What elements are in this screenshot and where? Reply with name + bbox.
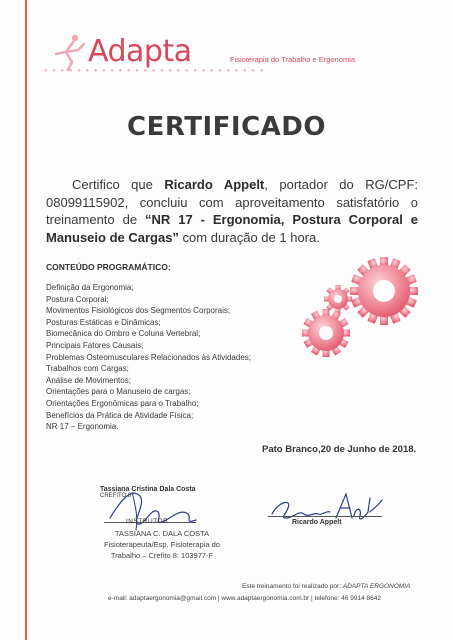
footer-note-prefix: Este treinamento foi realizado por:	[242, 583, 343, 590]
figure-icon	[42, 32, 88, 72]
participant-name: Ricardo Appelt	[164, 177, 265, 192]
small-gear-icon	[324, 285, 352, 313]
statement-part-2: , portador do RG/CPF: 08099115902, concluiu com aproveitamento satisfatório o treinamento de	[46, 177, 418, 227]
footer-contact: e-mail: adaptaergonomia@gmail.com | www.adaptaergonomia.com.br | telefone: 46 9914 8642	[108, 595, 382, 602]
instructor-role: INSTRUTOR	[126, 518, 169, 525]
list-item: Trabalhos com Cargas;	[46, 364, 129, 374]
list-item: Problemas Osteomusculares Relacionados às Atividades;	[46, 352, 251, 362]
list-item: Análise de Movimentos;	[46, 375, 131, 385]
program-list	[46, 282, 296, 433]
instructor-title: Fisioterapeuta/Esp. Fisioterapia do Trabalho – Crefito 8: 103977-F	[104, 540, 220, 560]
list-item: Biomecânica do Ombro e Coluna Vertebral;	[46, 329, 201, 339]
list-item: Movimentos Fisiológicos dos Segmentos Corporais;	[46, 306, 231, 316]
stamp-registration: CREFITO 8	[100, 493, 132, 499]
stamp-name: Tassiana Cristina Dala Costa	[100, 486, 196, 493]
list-item: Definição da Ergonomia;	[46, 283, 134, 292]
footer-note	[242, 583, 410, 590]
instructor-name: TASSIANA C. DALA COSTA	[114, 529, 210, 538]
participant-signature-name: Ricardo Appelt	[292, 519, 342, 526]
list-item: Orientações para o Manuseio de cargas;	[46, 387, 191, 397]
medium-gear-icon	[302, 309, 350, 357]
large-gear-icon	[350, 257, 418, 325]
place-and-date: Pato Branco,20 de Junho de 2018.	[262, 444, 417, 455]
statement-part-3: com duração de 1 hora.	[178, 229, 320, 245]
instructor-details	[92, 528, 232, 561]
program-heading: CONTEÚDO PROGRAMÁTICO:	[46, 262, 171, 272]
brand-name: Adapta	[88, 34, 192, 69]
list-item: Posturas Estáticas e Dinâmicas;	[46, 317, 161, 327]
list-item: Benefícios da Prática de Atividade Física;	[46, 410, 194, 420]
statement-part-1: Certifico que	[72, 177, 165, 192]
participant-signature-line	[268, 516, 382, 517]
gears-illustration	[292, 255, 422, 365]
list-item: Orientações Ergonômicas para o Trabalho;	[46, 398, 199, 408]
document-title: CERTIFICADO	[127, 112, 326, 142]
logo-dot-ornament: ● ● ● ● ● ● ● ● ● ● ● ● ● ● ● ● ● ● ● ● ● ● ● ● ● ● ●	[44, 68, 265, 74]
instructor-stamp	[100, 486, 210, 500]
left-accent-bar	[25, 0, 27, 640]
brand-logo	[42, 32, 382, 77]
list-item: Postura Corporal;	[46, 294, 109, 304]
course-name: “NR 17 - Ergonomia, Postura Corporal e Manuseio de Cargas”	[46, 212, 419, 245]
footer-company: ADAPTA ERGONOMIA	[342, 583, 411, 590]
brand-tagline: Fisioterapia do Trabalho e Ergonomia	[230, 55, 356, 64]
list-item: Principais Fatores Causais;	[46, 340, 144, 350]
list-item: NR 17 – Ergonomia.	[46, 422, 119, 432]
certificate-statement	[46, 176, 418, 246]
